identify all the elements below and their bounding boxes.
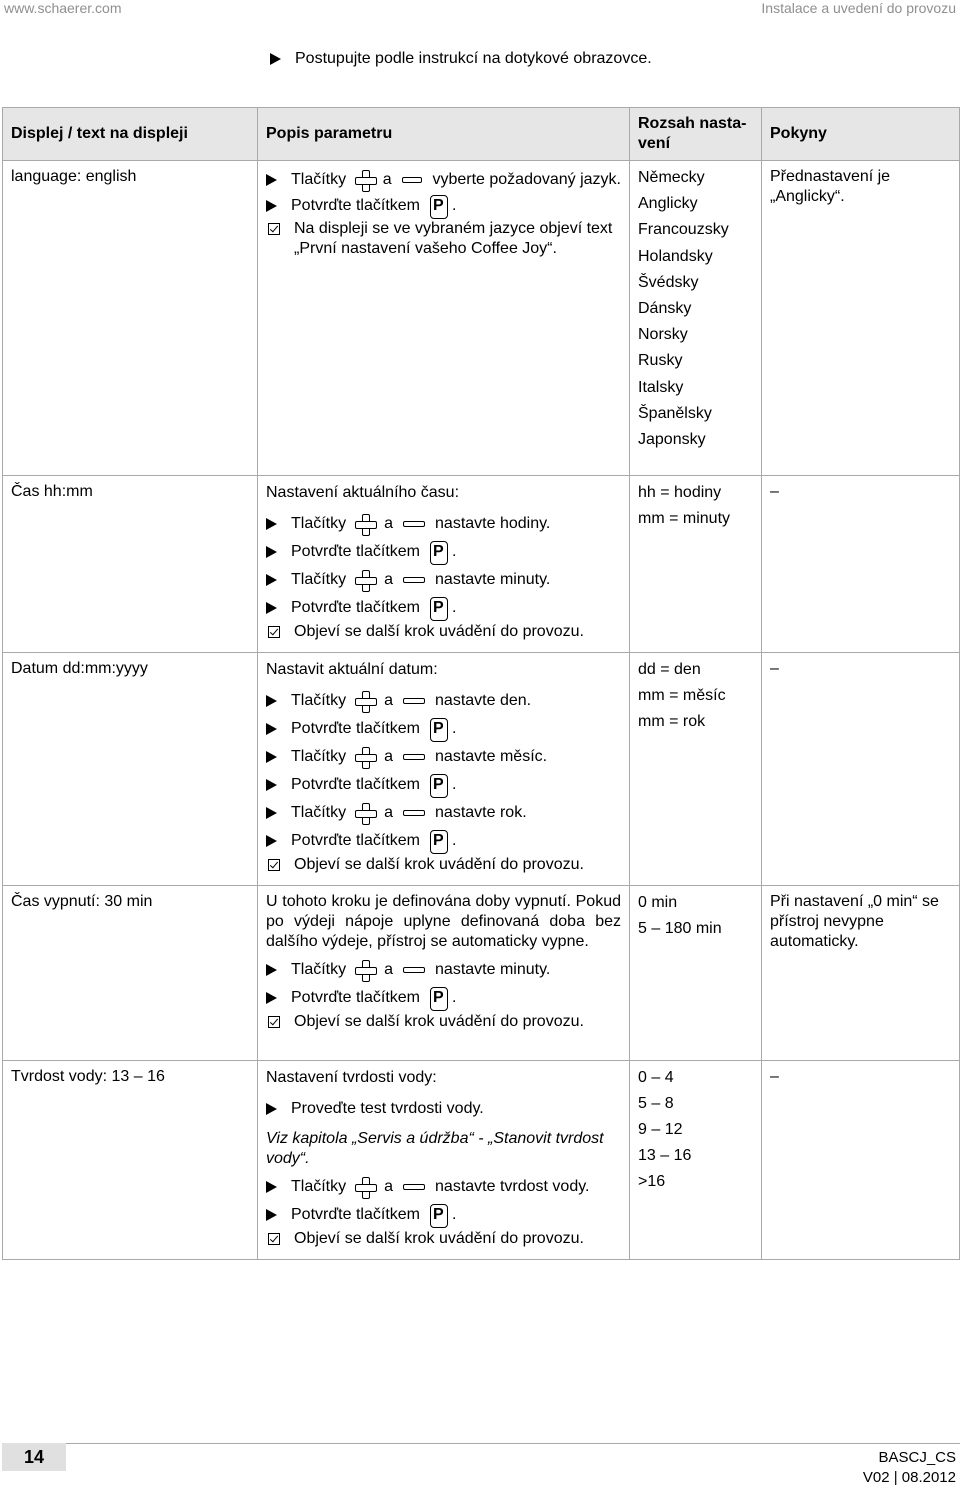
cell-range xyxy=(630,653,762,886)
range-item: 13 – 16 xyxy=(638,1147,692,1164)
step: Tlačítky a nastavte den. xyxy=(266,687,621,715)
bullet-arrow-icon xyxy=(266,1103,277,1115)
bullet-arrow-icon xyxy=(266,695,277,707)
checkbox-checked-icon xyxy=(268,859,280,871)
range-item: Italsky xyxy=(638,378,684,396)
checkbox-checked-icon xyxy=(268,1016,280,1028)
parameter-table xyxy=(2,107,960,1260)
range-item: 5 – 8 xyxy=(638,1095,674,1112)
plus-key-icon xyxy=(354,169,375,191)
minus-key-icon xyxy=(403,810,425,816)
table-row-language xyxy=(3,161,960,476)
range-item: >16 xyxy=(638,1173,666,1190)
minus-key-icon xyxy=(403,698,425,704)
cell-display: Čas hh:mm xyxy=(3,476,258,653)
header-description: Popis parametru xyxy=(258,108,630,161)
plus-key-icon xyxy=(354,746,376,768)
header-display: Displej / text na displeji xyxy=(3,108,258,161)
intro-text: Postupujte podle instrukcí na dotykové obrazovce. xyxy=(295,50,652,67)
header-notes: Pokyny xyxy=(762,108,960,161)
p-key-icon xyxy=(428,596,448,620)
bullet-arrow-icon xyxy=(266,574,277,586)
range-item: Rusky xyxy=(638,352,683,370)
cell-description: Nastavit aktuální datum: Tlačítky a nastavte den. Potvrďte tlačítkem P . Tlačítky a nastavte měsíc. Potvrďte tlačítkem P . Tlačítky a nastavte rok. Potvrďte tlačítkem P . Objeví se další krok uvádění do provozu. xyxy=(258,653,630,886)
bullet-arrow-icon xyxy=(270,53,281,65)
cell-display: Tvrdost vody: 13 – 16 xyxy=(3,1061,258,1260)
bullet-arrow-icon xyxy=(266,518,277,530)
minus-key-icon xyxy=(403,754,425,760)
cell-display: language: english xyxy=(3,161,258,476)
plus-key-icon xyxy=(354,690,376,712)
range-item: 0 min xyxy=(638,894,678,911)
cell-range xyxy=(630,886,762,1061)
cell-range xyxy=(630,476,762,653)
header-range: Rozsah nasta- vení xyxy=(630,108,762,161)
result: Objeví se další krok uvádění do provozu. xyxy=(266,855,621,875)
range-item: 0 – 4 xyxy=(638,1069,674,1086)
step: Tlačítky a nastavte minuty. xyxy=(266,956,621,984)
result: Objeví se další krok uvádění do provozu. xyxy=(266,622,621,642)
minus-key-icon xyxy=(403,1184,425,1190)
p-key-icon xyxy=(428,540,448,564)
p-key-icon xyxy=(428,829,448,853)
step: Potvrďte tlačítkem P . xyxy=(266,715,621,743)
document-code: BASCJ_CS xyxy=(878,1449,956,1466)
document-version: V02 | 08.2012 xyxy=(862,1469,956,1486)
range-item: mm = rok xyxy=(638,713,706,730)
header-section-title: Instalace a uvedení do provozu xyxy=(761,0,956,16)
result: Objeví se další krok uvádění do provozu. xyxy=(266,1229,621,1249)
p-key-icon xyxy=(428,717,448,741)
range-item: Švédsky xyxy=(638,273,699,291)
bullet-arrow-icon xyxy=(266,835,277,847)
header-site-link[interactable]: www.schaerer.com xyxy=(4,0,122,16)
step: Tlačítky a nastavte měsíc. xyxy=(266,743,621,771)
plus-key-icon xyxy=(354,569,376,591)
intro-instruction xyxy=(270,50,652,68)
step: Proveďte test tvrdosti vody. xyxy=(266,1095,621,1123)
step: Potvrďte tlačítkem P . xyxy=(266,984,621,1012)
step: Potvrďte tlačítkem P . xyxy=(266,594,621,622)
range-item: mm = minuty xyxy=(638,510,731,527)
cell-description xyxy=(258,161,630,476)
p-key-icon xyxy=(428,194,448,218)
step: Tlačítky a nastavte rok. xyxy=(266,799,621,827)
cell-description: Nastavení aktuálního času: Tlačítky a nastavte hodiny. Potvrďte tlačítkem P . Tlačítky a nastavte minuty. Potvrďte tlačítkem P . Objeví se další krok uvádění do provozu. xyxy=(258,476,630,653)
bullet-arrow-icon xyxy=(266,174,277,186)
cell-range xyxy=(630,161,762,476)
range-item: 5 – 180 min xyxy=(638,920,722,937)
range-item: Německy xyxy=(638,169,705,186)
bullet-arrow-icon xyxy=(266,546,277,558)
cell-notes: – xyxy=(762,653,960,886)
range-item: Japonsky xyxy=(638,430,706,448)
step: Tlačítky a nastavte minuty. xyxy=(266,566,621,594)
table-row-time xyxy=(3,476,960,653)
checkbox-checked-icon xyxy=(268,223,280,235)
range-item: Španělsky xyxy=(638,404,712,422)
cell-description: Nastavení tvrdosti vody: Proveďte test tvrdosti vody. Viz kapitola „Servis a údržba“ - „Stanovit tvrdost vody“. Tlačítky a nastavte tvrdost vody. Potvrďte tlačítkem P . Objeví se další krok uvádění do provozu. xyxy=(258,1061,630,1260)
bullet-arrow-icon xyxy=(266,602,277,614)
p-key-icon xyxy=(428,1203,448,1227)
result: Objeví se další krok uvádění do provozu. xyxy=(266,1012,621,1032)
range-item: Norsky xyxy=(638,326,688,344)
plus-key-icon xyxy=(354,1176,376,1198)
minus-key-icon xyxy=(403,577,425,583)
range-item: Dánsky xyxy=(638,299,692,317)
p-key-icon xyxy=(428,986,448,1010)
cell-range xyxy=(630,1061,762,1260)
table-row-off-time xyxy=(3,886,960,1061)
bullet-arrow-icon xyxy=(266,200,277,212)
bullet-arrow-icon xyxy=(266,1181,277,1193)
bullet-arrow-icon xyxy=(266,751,277,763)
minus-key-icon xyxy=(402,177,423,183)
bullet-arrow-icon xyxy=(266,807,277,819)
minus-key-icon xyxy=(403,967,425,973)
cell-description: U tohoto kroku je definována doby vypnutí. Pokud po výdeji nápoje uplyne definovaná doba bez dalšího výdeje, přístroj se automaticky vypne. Tlačítky a nastavte minuty. Potvrďte tlačítkem P . Objeví se další krok uvádění do provozu. xyxy=(258,886,630,1061)
bullet-arrow-icon xyxy=(266,992,277,1004)
range-item: 9 – 12 xyxy=(638,1121,683,1138)
step: Potvrďte tlačítkem P . xyxy=(266,538,621,566)
checkbox-checked-icon xyxy=(268,1233,280,1245)
range-item: Anglicky xyxy=(638,195,698,213)
range-item: dd = den xyxy=(638,661,701,678)
table-row-water-hardness xyxy=(3,1061,960,1260)
cell-notes: – xyxy=(762,476,960,653)
plus-key-icon xyxy=(354,959,376,981)
cell-notes: Přednastavení je „Anglicky“. xyxy=(762,161,960,476)
cross-reference: Viz kapitola „Servis a údržba“ - „Stanovit tvrdost vody“. xyxy=(266,1130,604,1167)
step: Tlačítky a nastavte tvrdost vody. xyxy=(266,1173,621,1201)
step: Potvrďte tlačítkem P . xyxy=(266,193,621,219)
step: Tlačítky a nastavte hodiny. xyxy=(266,510,621,538)
plus-key-icon xyxy=(354,513,376,535)
range-item: Francouzsky xyxy=(638,221,729,239)
result: Na displeji se ve vybraném jazyce objeví text „První nastavení vašeho Coffee Joy“. xyxy=(266,219,621,259)
bullet-arrow-icon xyxy=(266,964,277,976)
cell-display: Datum dd:mm:yyyy xyxy=(3,653,258,886)
cell-notes: Při nastavení „0 min“ se přístroj nevypne automaticky. xyxy=(762,886,960,1061)
step: Potvrďte tlačítkem P . xyxy=(266,827,621,855)
plus-key-icon xyxy=(354,802,376,824)
range-item: Holandsky xyxy=(638,247,713,265)
bullet-arrow-icon xyxy=(266,1209,277,1221)
minus-key-icon xyxy=(403,521,425,527)
step: Tlačítky a vyberte požadovaný jazyk. xyxy=(266,167,621,193)
table-header-row xyxy=(3,108,960,161)
page-number: 14 xyxy=(2,1443,66,1471)
p-key-icon xyxy=(428,773,448,797)
range-item: mm = měsíc xyxy=(638,687,726,704)
table-row-date xyxy=(3,653,960,886)
cell-notes: – xyxy=(762,1061,960,1260)
bullet-arrow-icon xyxy=(266,723,277,735)
bullet-arrow-icon xyxy=(266,779,277,791)
cell-display: Čas vypnutí: 30 min xyxy=(3,886,258,1061)
checkbox-checked-icon xyxy=(268,626,280,638)
footer-divider xyxy=(2,1443,960,1444)
step: Potvrďte tlačítkem P . xyxy=(266,1201,621,1229)
range-item: hh = hodiny xyxy=(638,484,722,501)
step: Potvrďte tlačítkem P . xyxy=(266,771,621,799)
